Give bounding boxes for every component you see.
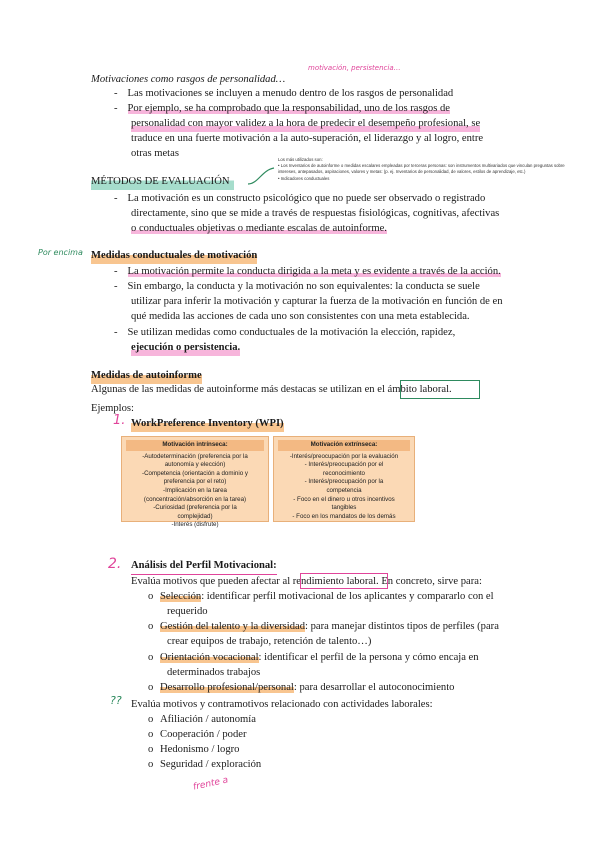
apm-title: Análisis del Perfil Motivacional: [131, 558, 277, 575]
wpi-intrinseca-table: Motivación intrínseca: -Autodeterminación (preferencia por la autonomía y elección) -Competencia (orientación a dominio y preferencia por el reto) -Implicación en la tarea (concentración/absorción en la tarea) -Curiosidad (preferencia por la complejidad) -Interés (disfrute) [121, 436, 269, 522]
ejemplos-label: Ejemplos: [91, 403, 134, 414]
rendimiento-box [300, 573, 388, 589]
apm-item-3-cont: determinados trabajos [167, 667, 261, 678]
metodos-bullet-cont2: o conductuales objetivas o mediante escalas de autoinforme. [131, 223, 387, 234]
ambito-box [400, 380, 480, 399]
conductuales-title: Medidas conductuales de motivación [91, 248, 257, 264]
annotation-frente-a: frente a [192, 775, 230, 793]
motivos-bullet-2-cont3: otras metas [131, 148, 179, 159]
apm-item-4: o Desarrollo profesional/personal: para desarrollar el autoconocimiento [148, 682, 455, 693]
motivos-title: Motivaciones como rasgos de personalidad… [91, 74, 286, 85]
annotation-motivacion-persistencia: motivación, persistencia… [308, 64, 401, 72]
autoinforme-title: Medidas de autoinforme [91, 368, 202, 384]
annotation-por-encima: Por encima [38, 248, 83, 257]
arrow-annotation [246, 162, 278, 188]
motivos-bullet-2-cont2: traduce en una fuerte motivación a la auto-superación, el liderazgo y al logro, entre [131, 133, 484, 144]
annotation-num2: 2. [108, 556, 122, 572]
metodos-bullet: - La motivación es un constructo psicológico que no puede ser observado o registrado [114, 193, 486, 204]
apm-intro: Evalúa motivos que pueden afectar al rendimiento laboral. En concreto, sirve para: [131, 576, 482, 587]
apm-item-1-cont: requerido [167, 606, 208, 617]
annotation-num1: 1. [113, 413, 126, 428]
q-item-1: o Afiliación / autonomía [148, 714, 256, 725]
conductuales-bullet-2-cont2: qué medida las acciones de cada uno son consistentes con una meta establecida. [131, 311, 470, 322]
conductuales-bullet-1: - La motivación permite la conducta dirigida a la meta y es evidente a través de la acción. [114, 266, 501, 277]
motivos-bullet-2: - Por ejemplo, se ha comprobado que la responsabilidad, uno de los rasgos de [114, 103, 450, 114]
apm-item-3: o Orientación vocacional: identificar el perfil de la persona y cómo encaja en [148, 652, 479, 663]
wpi-extrinseca-table: Motivación extrínseca: -Interés/preocupación por la evaluación - Interés/preocupación por el reconocimiento - Interés/preocupación por la competencia - Foco en el dinero u otros incentivos tangibles - Foco en los mandatos de los demás [273, 436, 415, 522]
wpi-title: WorkPreference Inventory (WPI) [131, 416, 284, 432]
q-item-3: o Hedonismo / logro [148, 744, 240, 755]
annotation-qmark: ?? [110, 694, 122, 707]
conductuales-bullet-2-cont: utilizar para inferir la motivación y capturar la fuerza de la motivación en función de en [131, 296, 503, 307]
autoinforme-intro: Algunas de las medidas de autoinforme más destacas se utilizan en el ámbito laboral. [91, 384, 452, 395]
conductuales-bullet-3: - Se utilizan medidas como conductuales de la motivación la elección, rapidez, [114, 327, 456, 338]
conductuales-bullet-3-cont: ejecución o persistencia. [131, 340, 240, 356]
motivos-bullet-1: - Las motivaciones se incluyen a menudo dentro de los rasgos de personalidad [114, 88, 454, 99]
conductuales-bullet-2: - Sin embargo, la conducta y la motivación no son equivalentes: la conducta se suele [114, 281, 480, 292]
side-note: Los más utilizados son: • Los Inventarios de autoinforme o medidas escalares empleadas por terceras personas: son instrumentos multivariados que vinculan preguntas sobre intereses, antepasados, aspiraciones, valores y metas: (p. ej. Inventarios de personalidad, de valores, estilos de aprendizaje, etc.) • Indicadores conductuales [278, 157, 565, 181]
q-item-4: o Seguridad / exploración [148, 759, 262, 770]
motivos-bullet-2-cont: personalidad con mayor validez a la hora de predecir el desempeño profesional, se [131, 116, 480, 132]
q-intro: Evalúa motivos y contramotivos relacionado con actividades laborales: [131, 699, 433, 710]
apm-item-2-cont: crear equipos de trabajo, retención de talento…) [167, 636, 372, 647]
q-item-2: o Cooperación / poder [148, 729, 247, 740]
apm-item-1: o Selección: identificar perfil motivacional de los aplicantes y compararlo con el [148, 591, 494, 602]
apm-item-2: o Gestión del talento y la diversidad: para manejar distintos tipos de perfiles (para [148, 621, 499, 632]
metodos-bullet-cont: directamente, sino que se mide a través de respuestas fisiológicas, cognitivas, afectivas [131, 208, 500, 219]
metodos-title: MÉTODOS DE EVALUACIÓN [91, 174, 234, 190]
